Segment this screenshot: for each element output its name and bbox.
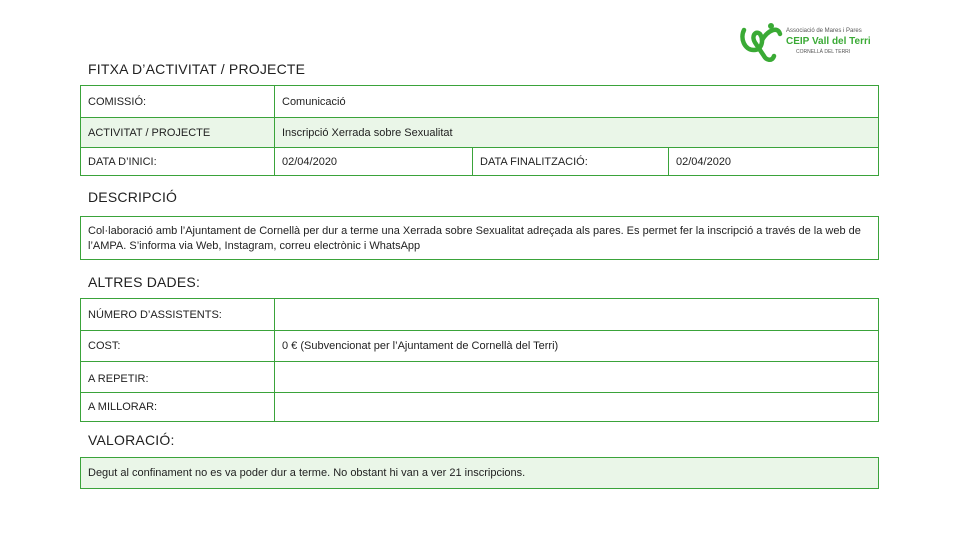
descripcio-heading: DESCRIPCIÓ bbox=[88, 189, 178, 205]
activitat-row bbox=[81, 117, 878, 147]
comissio-value: Comunicació bbox=[282, 95, 346, 108]
millorar-label: A MILLORAR: bbox=[88, 401, 158, 413]
page-title: FITXA D’ACTIVITAT / PROJECTE bbox=[88, 61, 306, 77]
comissio-row bbox=[81, 86, 878, 117]
valoracio-heading: VALORACIÓ: bbox=[88, 432, 175, 448]
inici-label: DATA D’INICI: bbox=[88, 156, 157, 168]
info-table bbox=[80, 85, 879, 176]
final-label: DATA FINALITZACIÓ: bbox=[480, 156, 588, 168]
assistents-label: NÚMERO D’ASSISTENTS: bbox=[88, 308, 222, 321]
repetir-row bbox=[81, 361, 878, 392]
descripcio-box bbox=[80, 216, 879, 260]
inici-value: 02/04/2020 bbox=[282, 156, 338, 168]
cost-label: COST: bbox=[88, 340, 121, 352]
comissio-label: COMISSIÓ: bbox=[88, 95, 147, 108]
final-value: 02/04/2020 bbox=[676, 156, 732, 168]
repetir-label: A REPETIR: bbox=[88, 373, 149, 385]
logo-line-3: CORNELLÀ DEL TERRI bbox=[796, 49, 851, 55]
dates-row bbox=[81, 147, 878, 176]
logo-line-2: CEIP Vall del Terri bbox=[786, 36, 871, 47]
descripcio-line-2: l’AMPA. S’informa via Web, Instagram, correu electrònic i WhatsApp bbox=[88, 240, 421, 252]
logo-line-1: Associació de Mares i Pares bbox=[786, 28, 862, 34]
ampa-logo-mark-icon bbox=[738, 20, 784, 66]
assistents-value bbox=[275, 299, 878, 330]
altres-table bbox=[80, 298, 879, 422]
activitat-label: ACTIVITAT / PROJECTE bbox=[88, 126, 211, 139]
valoracio-box bbox=[80, 457, 879, 489]
cost-row bbox=[81, 330, 878, 361]
descripcio-line-1: Col·laboració amb l’Ajuntament de Cornellà per dur a terme una Xerrada sobre Sexualitat adreçada als pares. Es permet fer la inscripció a través de la web de bbox=[88, 225, 861, 237]
activitat-value: Inscripció Xerrada sobre Sexualitat bbox=[282, 126, 453, 139]
valoracio-text: Degut al confinament no es va poder dur a terme. No obstant hi van a ver 21 inscripcions. bbox=[88, 467, 526, 479]
millorar-value bbox=[275, 393, 878, 422]
ampa-logo bbox=[738, 20, 871, 66]
millorar-row bbox=[81, 392, 878, 422]
cost-value: 0 € (Subvencionat per l’Ajuntament de Cornellà del Terri) bbox=[282, 340, 559, 352]
altres-heading: ALTRES DADES: bbox=[88, 274, 201, 290]
assistents-row bbox=[81, 299, 878, 330]
repetir-value bbox=[275, 362, 878, 392]
